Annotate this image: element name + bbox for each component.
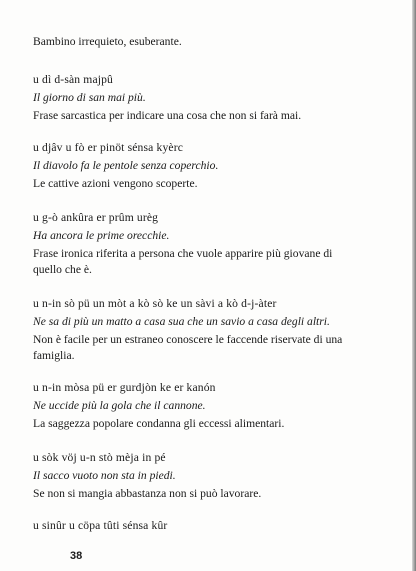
italian-translation: Il diavolo fa le pentole senza coperchio. xyxy=(33,159,219,172)
explanation-line: Non è facile per un estraneo conoscere le faccende riservate di una xyxy=(33,333,343,346)
dialect-line: u n-in sò pü un mòt a kò sò ke un sàvi a kò d-j-àter xyxy=(33,297,277,310)
explanation-line: famiglia. xyxy=(33,349,75,362)
intro-line: Bambino irrequieto, esuberante. xyxy=(33,35,182,48)
explanation-line: Le cattive azioni vengono scoperte. xyxy=(33,177,198,190)
explanation-line: La saggezza popolare condanna gli eccessi alimentari. xyxy=(33,417,285,430)
italian-translation: Ne sa di più un matto a casa sua che un savio a casa degli altri. xyxy=(33,315,330,328)
explanation-line: Frase sarcastica per indicare una cosa che non si farà mai. xyxy=(33,109,302,122)
italian-translation: Ha ancora le prime orecchie. xyxy=(33,229,170,242)
dialect-line: u djâv u fò er pinöt sénsa kyèrc xyxy=(33,141,183,154)
dialect-line: u sinûr u cöpa tûti sénsa kûr xyxy=(33,519,168,532)
italian-translation: Il sacco vuoto non sta in piedi. xyxy=(33,469,176,482)
explanation-line: quello che è. xyxy=(33,263,92,276)
page-number: 38 xyxy=(70,550,83,562)
dialect-line: u n-in mòsa pü er gurdjòn ke er kanón xyxy=(33,381,216,394)
italian-translation: Ne uccide più la gola che il cannone. xyxy=(33,399,206,412)
explanation-line: Frase ironica riferita a persona che vuole apparire più giovane di xyxy=(33,247,333,260)
italian-translation: Il giorno di san mai più. xyxy=(33,91,146,104)
dialect-line: u dì d-sàn majpû xyxy=(33,73,114,86)
dialect-line: u sòk vöj u-n stò mèja in pé xyxy=(33,451,166,464)
explanation-line: Se non si mangia abbastanza non si può lavorare. xyxy=(33,487,262,500)
page-edge-shadow xyxy=(412,0,416,571)
dialect-line: u g-ò ankûra er prûm urèg xyxy=(33,211,159,224)
